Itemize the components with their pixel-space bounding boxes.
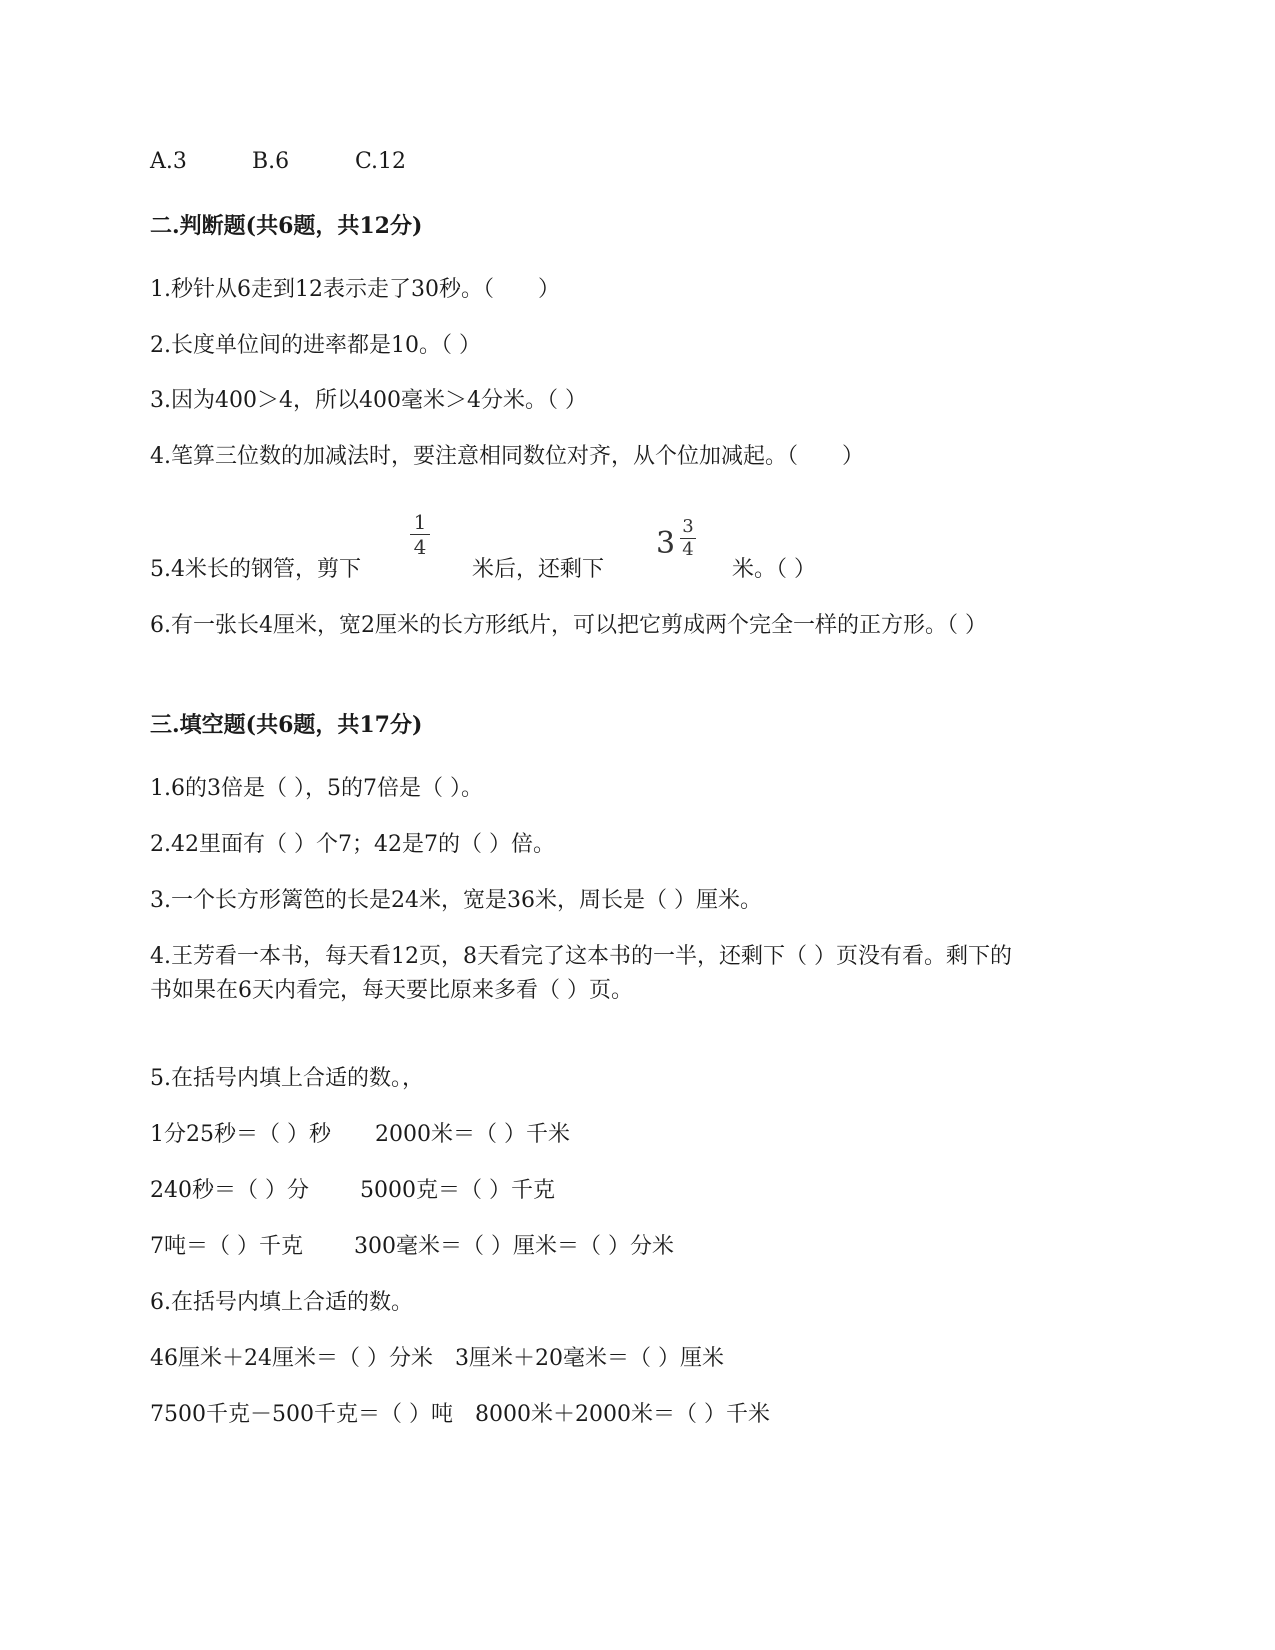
mixed-fraction	[680, 517, 696, 560]
judge-question-3: 3.因为400＞4，所以400毫米＞4分米。（ ）	[150, 388, 587, 413]
option-a: A.3	[150, 149, 187, 174]
mixed-whole: 3	[656, 526, 676, 561]
q5-text-part1: 5.4米长的钢管，剪下	[150, 557, 361, 582]
section2-heading: 二.判断题(共6题，共12分)	[150, 213, 423, 239]
fill-question-2: 2.42里面有（ ）个7；42是7的（ ）倍。	[150, 832, 555, 857]
option-b: B.6	[252, 149, 290, 174]
judge-question-2: 2.长度单位间的进率都是10。（ ）	[150, 333, 481, 358]
mixed-numerator: 3	[682, 516, 694, 537]
q5-text-part2: 米后，还剩下	[472, 557, 605, 582]
judge-question-1: 1.秒针从6走到12表示走了30秒。（ ）	[150, 277, 560, 302]
option-c: C.12	[355, 149, 407, 174]
fraction-numerator: 1	[413, 510, 427, 534]
fill-question-5-row1: 1分25秒＝（ ）秒 2000米＝（ ）千米	[150, 1122, 570, 1147]
fill-question-1: 1.6的3倍是（ ），5的7倍是（ ）。	[150, 776, 483, 801]
q5-text-part3: 米。（ ）	[732, 557, 816, 582]
fraction-denominator: 4	[413, 535, 427, 559]
section3-heading: 三.填空题(共6题，共17分)	[150, 712, 423, 738]
mixed-number-three-three-quarters	[656, 517, 700, 565]
fill-question-5-row3: 7吨＝（ ）千克 300毫米＝（ ）厘米＝（ ）分米	[150, 1234, 674, 1259]
mixed-denominator: 4	[682, 539, 694, 560]
fill-question-4-line2: 书如果在6天内看完，每天要比原来多看（ ）页。	[150, 978, 633, 1003]
fill-question-6: 6.在括号内填上合适的数。	[150, 1290, 413, 1315]
judge-question-6: 6.有一张长4厘米，宽2厘米的长方形纸片，可以把它剪成两个完全一样的正方形。（ ）	[150, 613, 987, 638]
fill-question-3: 3.一个长方形篱笆的长是24米，宽是36米，周长是（ ）厘米。	[150, 888, 762, 913]
judge-question-4: 4.笔算三位数的加减法时，要注意相同数位对齐，从个位加减起。（ ）	[150, 444, 864, 469]
fraction-one-quarter	[410, 511, 430, 558]
fill-question-4-line1: 4.王芳看一本书，每天看12页，8天看完了这本书的一半，还剩下（ ）页没有看。剩下的	[150, 944, 1012, 969]
fill-question-6-row1: 46厘米＋24厘米＝（ ）分米 3厘米＋20毫米＝（ ）厘米	[150, 1346, 724, 1371]
fill-question-6-row2: 7500千克－500千克＝（ ）吨 8000米＋2000米＝（ ）千米	[150, 1402, 770, 1427]
fill-question-5-row2: 240秒＝（ ）分 5000克＝（ ）千克	[150, 1178, 555, 1203]
fill-question-5: 5.在括号内填上合适的数。，	[150, 1066, 424, 1091]
